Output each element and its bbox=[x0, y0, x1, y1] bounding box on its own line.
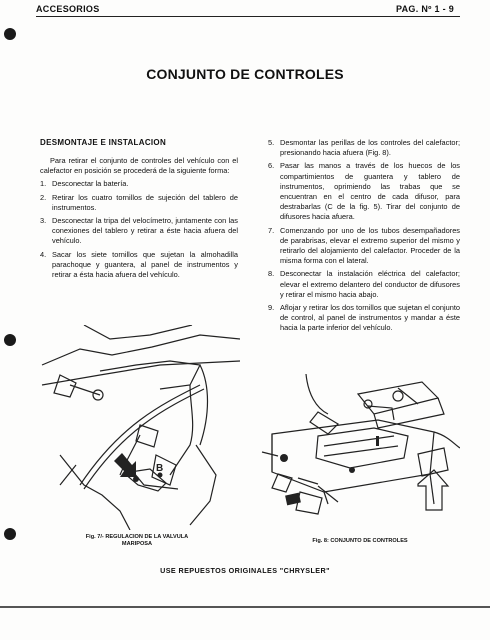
step-text: Desconectar la tripa del velocímetro, juntamente con las conexiones del tablero y retirar a éste hacia afuera del vehículo. bbox=[52, 216, 238, 246]
list-item bbox=[268, 269, 460, 300]
step-number: 8. bbox=[268, 269, 275, 279]
right-column bbox=[268, 138, 460, 337]
header-rule bbox=[36, 16, 460, 17]
intro-paragraph: Para retirar el conjunto de controles del vehículo con el calefactor en posición se procederá de la siguiente forma: bbox=[40, 156, 238, 176]
list-item bbox=[40, 250, 238, 281]
left-column bbox=[40, 156, 238, 283]
step-text: Pasar las manos a través de los huecos de los compartimientos de guantera y tablero de instrumentos, oprimiendo las trabas que se encuentran en el centro de cada difusor, para destrabarlas (C de la fig. 5). Tirar del conjunto de difusores hacia afuera. bbox=[280, 161, 460, 222]
list-item bbox=[40, 179, 238, 189]
step-number: 7. bbox=[268, 225, 275, 235]
section-heading: DESMONTAJE E INSTALACION bbox=[40, 138, 167, 147]
figure-7-caption-line-1: Fig. 7/- REGULACION DE LA VALVULA bbox=[85, 534, 189, 540]
figure-7-label-b: B bbox=[156, 463, 164, 474]
figure-7-caption bbox=[74, 534, 200, 548]
step-number: 5. bbox=[268, 138, 275, 147]
list-item bbox=[40, 193, 238, 213]
step-text: Retirar los cuatro tornillos de sujeción del tablero de instrumentos. bbox=[52, 192, 238, 212]
footer-rule bbox=[0, 606, 490, 608]
list-item bbox=[40, 216, 238, 247]
list-item bbox=[268, 161, 460, 222]
step-number: 1. bbox=[40, 179, 47, 189]
step-text: Sacar los siete tornillos que sujetan la almohadilla parachoque y guantera, al panel de instrumentos y retirar a ésta hacia afuera del vehículo. bbox=[52, 249, 238, 280]
figure-8-caption: Fig. 8: CONJUNTO DE CONTROLES bbox=[312, 538, 408, 544]
step-text: Aflojar y retirar los dos tornillos que sujetan el conjunto de control, al panel de instrumentos y mandar a éste hacia la parte inferior del vehículo. bbox=[280, 303, 460, 333]
step-text: Comenzando por uno de los tubos desempañadores de parabrisas, elevar el extremo superior del mismo y retirarlo del alojamiento del calefactor. Proceder de la misma forma con el lateral. bbox=[280, 225, 460, 266]
header-section: ACCESORIOS bbox=[36, 4, 100, 14]
step-number: 2. bbox=[40, 192, 47, 202]
step-text: Desmontar las perillas de los controles del calefactor; presionando hacia afuera (Fig. 8). bbox=[280, 138, 460, 158]
page-title: CONJUNTO DE CONTROLES bbox=[146, 66, 344, 82]
figure-8-illustration bbox=[258, 374, 460, 524]
steps-right-list bbox=[268, 138, 460, 334]
steps-left-list bbox=[40, 179, 238, 280]
binder-hole-middle bbox=[4, 334, 16, 346]
list-item bbox=[268, 138, 460, 158]
list-item bbox=[268, 226, 460, 267]
figure-7-caption-line-2: MARIPOSA bbox=[121, 541, 153, 547]
header-page-number: PAG. Nº 1 - 9 bbox=[396, 4, 455, 14]
step-number: 4. bbox=[40, 249, 47, 259]
binder-hole-top bbox=[4, 28, 16, 40]
step-text: Desconectar la batería. bbox=[52, 179, 129, 189]
step-text: Desconectar la instalación eléctrica del calefactor; elevar el extremo delantero del conductor de difusores y retirar el mismo hacia abajo. bbox=[280, 269, 460, 299]
step-number: 6. bbox=[268, 161, 275, 171]
figure-7-illustration bbox=[40, 325, 240, 530]
list-item bbox=[268, 303, 460, 334]
binder-hole-bottom bbox=[4, 528, 16, 540]
step-number: 9. bbox=[268, 303, 275, 313]
step-number: 3. bbox=[40, 216, 47, 226]
footer-note: USE REPUESTOS ORIGINALES "CHRYSLER" bbox=[160, 566, 330, 575]
